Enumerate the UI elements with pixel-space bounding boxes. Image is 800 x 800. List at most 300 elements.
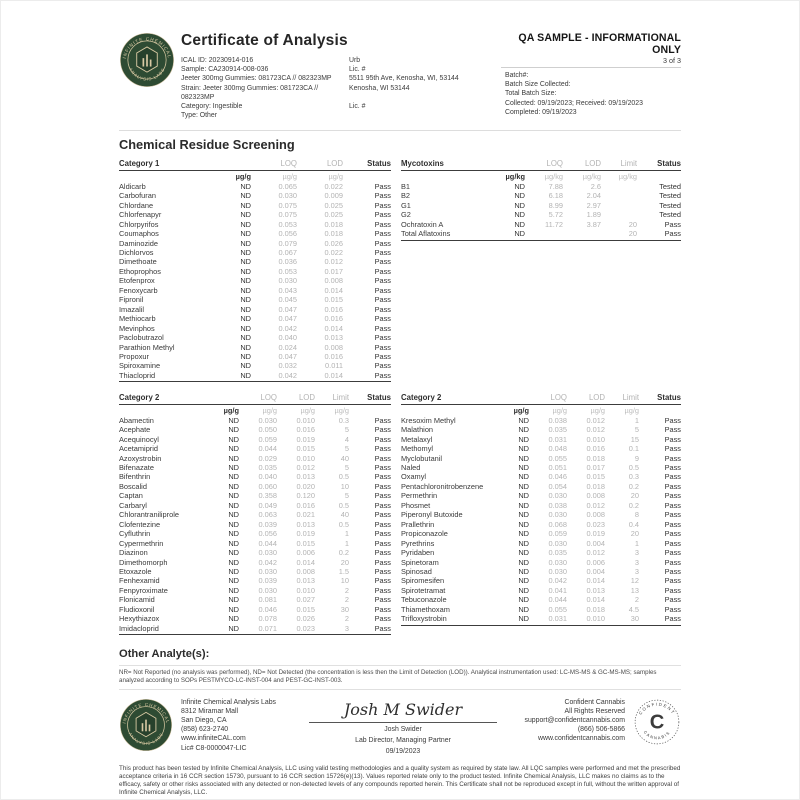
status-value: Pass	[374, 510, 391, 520]
numeric-value: 3	[634, 557, 639, 567]
status-value: Pass	[664, 519, 681, 529]
numeric-value: 0.044	[548, 595, 567, 605]
result-value: ND	[240, 351, 251, 361]
analyte-name: Imazalil	[119, 304, 145, 314]
info-line: (866) 506-5866	[577, 726, 625, 734]
numeric-value: 0.030	[258, 567, 277, 576]
document-footer	[119, 698, 681, 757]
analyte-name: Methiocarb	[119, 314, 156, 324]
numeric-value: 0.060	[258, 481, 277, 491]
numeric-value: 0.011	[325, 361, 343, 371]
unit-label: µg/g	[590, 406, 605, 416]
numeric-value: 20	[630, 529, 639, 539]
unit-spacer	[401, 171, 491, 181]
result-value: ND	[240, 304, 251, 314]
analyte-name: Pyridaben	[401, 548, 435, 558]
numeric-value: 0.027	[296, 595, 315, 605]
status-value: Pass	[664, 529, 681, 539]
numeric-value: 0.010	[586, 434, 605, 444]
status-value: Pass	[374, 595, 391, 605]
numeric-value: 0.1	[628, 444, 639, 454]
status-value: Pass	[664, 538, 681, 548]
unit-spacer	[119, 171, 211, 181]
numeric-value: 0.030	[548, 538, 567, 548]
table-title: Category 2	[119, 393, 209, 405]
unit-label: µg/g	[334, 406, 349, 416]
numeric-value: 0.046	[258, 604, 277, 614]
numeric-value: 0.013	[296, 472, 315, 482]
analyte-name: G1	[401, 200, 411, 210]
result-value: ND	[499, 614, 529, 625]
result-value: ND	[228, 604, 239, 614]
status-value: Pass	[374, 342, 391, 352]
info-line: All Rights Reserved	[564, 707, 625, 715]
analyte-name: Dimethoate	[119, 257, 157, 267]
result-value: ND	[514, 219, 525, 229]
analyte-name: G2	[401, 210, 411, 220]
status-value: Pass	[343, 371, 391, 382]
status-value: Tested	[659, 210, 681, 220]
numeric-value: 0.014	[324, 285, 343, 295]
result-value: ND	[228, 491, 239, 501]
result-value: ND	[228, 585, 239, 595]
numeric-value: 0.042	[251, 371, 297, 382]
result-value: ND	[240, 323, 251, 333]
numeric-value: 0.049	[258, 500, 277, 510]
status-value: Pass	[664, 548, 681, 558]
result-value: ND	[228, 538, 239, 548]
numeric-value: 10	[340, 576, 349, 586]
numeric-value: 1	[634, 538, 639, 548]
numeric-value: 0.075	[278, 200, 297, 210]
numeric-value: 0.040	[278, 333, 297, 343]
numeric-value: 0.013	[296, 576, 315, 586]
numeric-value: 0.019	[296, 529, 315, 539]
numeric-value: 0.039	[258, 576, 277, 586]
ical-logo-text-top: INFINITE CHEMICAL	[121, 36, 173, 60]
status-value: Pass	[664, 219, 681, 229]
numeric-value: 4	[344, 434, 349, 444]
status-value: Pass	[374, 276, 391, 286]
numeric-value: 0.025	[324, 200, 343, 210]
result-value: ND	[228, 463, 239, 473]
result-value: ND	[228, 576, 239, 586]
numeric-value: 1.5	[338, 567, 349, 576]
analyte-name: Phosmet	[401, 500, 431, 510]
numeric-value: 0.016	[324, 351, 343, 361]
numeric-value: 0.019	[586, 529, 605, 539]
info-line: Lic# C8-0000047-LIC	[181, 744, 247, 752]
analyte-name: Acephate	[119, 425, 151, 435]
analyte-name: Ethoprophos	[119, 266, 161, 276]
status-value: Pass	[374, 238, 391, 248]
numeric-value: 5	[634, 425, 639, 435]
numeric-value: 2.04	[586, 191, 601, 201]
numeric-value: 0.018	[324, 229, 343, 239]
unit-label: µg/kg	[544, 172, 563, 182]
info-line: Urb	[349, 57, 361, 64]
info-line: 8312 Miramar Mall	[181, 707, 239, 715]
numeric-value: 0.015	[324, 295, 343, 305]
cc-logo-letter: C	[649, 711, 665, 734]
numeric-value: 0.053	[278, 266, 297, 276]
status-value: Pass	[664, 491, 681, 501]
numeric-value: 0.015	[296, 538, 315, 548]
numeric-value: 0.044	[258, 444, 277, 454]
analyte-name: Spiromesifen	[401, 576, 445, 586]
table-title: Category 1	[119, 159, 211, 171]
column-header: LOD	[277, 393, 315, 405]
status-value: Pass	[374, 229, 391, 239]
status-value: Tested	[659, 200, 681, 210]
info-line: ICAL ID: 20230914-016	[181, 57, 254, 64]
analyte-name: Spinosad	[401, 567, 432, 576]
status-value: Pass	[374, 333, 391, 343]
tables-row-1	[119, 159, 681, 382]
ical-footer-logo-text-top: INFINITE CHEMICAL	[121, 701, 171, 724]
result-value: ND	[228, 434, 239, 444]
result-value: ND	[240, 229, 251, 239]
status-value: Pass	[349, 624, 391, 635]
numeric-value: 0.010	[296, 585, 315, 595]
numeric-value: 0.010	[296, 415, 315, 425]
info-line: Batch#:	[505, 72, 529, 79]
numeric-value: 5	[344, 425, 349, 435]
column-header: LOD	[567, 393, 605, 405]
numeric-value: 0.030	[548, 510, 567, 520]
cc-logo-text-top: CONFIDENT	[637, 701, 677, 716]
analyte-name: B1	[401, 181, 411, 191]
numeric-value: 0.2	[628, 500, 639, 510]
status-value: Pass	[374, 304, 391, 314]
unit-spacer	[349, 405, 391, 415]
unit-label: µg/kg	[582, 172, 601, 182]
numeric-value: 0.022	[324, 181, 343, 191]
column-header: LOD	[563, 159, 601, 171]
unit-label: µg/g	[552, 406, 567, 416]
signature-date: 09/19/2023	[385, 747, 421, 755]
numeric-value: 30	[605, 614, 639, 625]
analyte-name: Bifenthrin	[119, 472, 151, 482]
numeric-value: 11.72	[545, 219, 563, 229]
info-line: Sample: CA230914-008-036	[181, 66, 269, 74]
unit-label: µg/kg	[505, 172, 525, 182]
numeric-value: 0.035	[258, 463, 277, 473]
info-line: Lic. #	[349, 66, 366, 74]
analyte-name: Kresoxim Methyl	[401, 415, 456, 425]
analyte-name: Prallethrin	[401, 519, 435, 529]
numeric-value: 0.5	[338, 519, 349, 529]
numeric-value: 0.016	[586, 444, 605, 454]
numeric-value: 7.88	[548, 181, 563, 191]
numeric-value: 0.056	[258, 529, 277, 539]
numeric-value: 15	[630, 434, 639, 444]
result-value: ND	[518, 453, 529, 463]
numeric-value: 0.056	[278, 229, 297, 239]
info-line: Batch Size Collected:	[505, 81, 571, 89]
result-value: ND	[518, 557, 529, 567]
numeric-value: 0.040	[258, 472, 277, 482]
numeric-value: 0.014	[586, 576, 605, 586]
analyte-name: B2	[401, 191, 411, 201]
result-value: ND	[228, 614, 239, 624]
status-value: Pass	[374, 415, 391, 425]
numeric-value: 0.050	[258, 425, 277, 435]
column-header: Status	[343, 159, 391, 171]
legal-disclaimer: This product has been tested by Infinite Chemical Analysis, LLC using valid testing methodologies and a quality system as required by state law. All LQC samples were performed and met the prescribed acceptance criteria in 16 CCR section 15730, pursuant to 16 CCR section 15726(e)(13). Values reported relate only to the product tested. Infinite Chemical Analysis, LLC makes no claims as to the efficacy, safety or other risks associated with any detected or non-detected levels of any compounds reported herein. This Certificate shall not be reproduced except in full, without the written approval of Infinite Chemical Analysis, LLC.	[119, 764, 681, 797]
numeric-value: 0.015	[586, 472, 605, 482]
numeric-value: 0.081	[258, 595, 277, 605]
status-value: Pass	[374, 529, 391, 539]
header-divider	[119, 130, 681, 131]
result-value: ND	[240, 342, 251, 352]
status-value: Pass	[374, 181, 391, 191]
numeric-value	[601, 210, 637, 219]
numeric-value: 0.004	[586, 567, 605, 576]
analyte-name: Malathion	[401, 425, 434, 435]
numeric-value: 0.035	[548, 548, 567, 558]
result-value: ND	[228, 567, 239, 576]
info-line: Collected: 09/19/2023; Received: 09/19/2023	[505, 99, 643, 107]
result-value: ND	[518, 585, 529, 595]
lab-contact-info	[181, 698, 303, 753]
info-line: www.infiniteCAL.com	[181, 735, 246, 743]
status-value: Pass	[374, 257, 391, 267]
status-value: Pass	[374, 548, 391, 558]
numeric-value: 0.008	[586, 510, 605, 520]
analyte-name: Chlorpyrifos	[119, 219, 159, 229]
numeric-value: 20	[601, 229, 637, 240]
numeric-value: 2	[344, 614, 349, 624]
numeric-value: 0.4	[628, 519, 639, 529]
numeric-value: 0.030	[548, 491, 567, 501]
analyte-name: Hexythiazox	[119, 614, 160, 624]
unit-label: µg/g	[223, 406, 239, 416]
numeric-value: 2	[634, 595, 639, 605]
column-header-spacer	[209, 393, 239, 405]
status-value: Pass	[374, 191, 391, 201]
analyte-name: Clofentezine	[119, 519, 161, 529]
column-header: LOD	[297, 159, 343, 171]
analyte-name: Chlordane	[119, 200, 154, 210]
numeric-value	[525, 229, 563, 240]
analyte-name: Daminozide	[119, 238, 159, 248]
numeric-value: 4.5	[628, 604, 639, 614]
analyte-name: Captan	[119, 491, 143, 501]
analyte-name: Cyfluthrin	[119, 529, 151, 539]
status-value: Pass	[664, 472, 681, 482]
info-line: Lic. #	[349, 103, 366, 111]
column-header: LOQ	[529, 393, 567, 405]
numeric-value: 0.2	[338, 548, 349, 558]
batch-info	[501, 71, 681, 117]
result-value: ND	[518, 510, 529, 520]
result-value: ND	[240, 191, 251, 201]
numeric-value: 0.010	[296, 453, 315, 463]
info-line: Kenosha, WI 53144	[349, 84, 410, 92]
numeric-value: 0.038	[548, 500, 567, 510]
analyte-name: Pentachloronitrobenzene	[401, 481, 484, 491]
result-value: ND	[240, 314, 251, 324]
info-line: 5511 95th Ave, Kenosha, WI, 53144	[349, 75, 459, 83]
result-value: ND	[240, 181, 251, 191]
column-header-spacer	[491, 159, 525, 171]
status-value: Pass	[374, 323, 391, 333]
unit-label: µg/g	[513, 406, 529, 416]
analyte-name: Parathion Methyl	[119, 342, 175, 352]
analyte-name: Coumaphos	[119, 229, 159, 239]
numeric-value: 0.030	[258, 548, 277, 558]
numeric-value: 8	[634, 510, 639, 520]
analyte-name: Metalaxyl	[401, 434, 433, 444]
status-value: Pass	[664, 444, 681, 454]
analyte-name: Bifenazate	[119, 463, 154, 473]
analyte-name: Etoxazole	[119, 567, 152, 576]
unit-label: µg/g	[282, 172, 297, 182]
numeric-value: 0.3	[628, 472, 639, 482]
analyte-name: Boscalid	[119, 481, 147, 491]
numeric-value: 0.031	[529, 614, 567, 625]
unit-label: µg/g	[328, 172, 343, 182]
status-value: Pass	[664, 604, 681, 614]
status-value: Pass	[664, 595, 681, 605]
ical-footer-logo-icon	[119, 698, 173, 757]
result-value: ND	[240, 248, 251, 257]
analyte-name: Fipronil	[119, 295, 144, 305]
result-value: ND	[518, 425, 529, 435]
numeric-value: 0.044	[258, 538, 277, 548]
document-header	[119, 32, 681, 120]
ical-logo-icon	[119, 32, 175, 93]
numeric-value: 0.014	[296, 557, 315, 567]
analyte-name: Propoxur	[119, 351, 149, 361]
numeric-value: 0.3	[338, 415, 349, 425]
numeric-value: 0.014	[586, 595, 605, 605]
info-line: Total Batch Size:	[505, 90, 557, 98]
column-header-spacer	[211, 159, 251, 171]
numeric-value: 1.89	[586, 210, 601, 220]
numeric-value: 6.18	[548, 191, 563, 201]
tables-row-2	[119, 393, 681, 635]
numeric-value: 0.039	[258, 519, 277, 529]
column-header: LOQ	[239, 393, 277, 405]
result-value: ND	[518, 595, 529, 605]
result-value: ND	[518, 519, 529, 529]
category2-left-table	[119, 393, 391, 635]
cc-logo-text-bottom: CANNABIS	[642, 729, 672, 740]
result-value: ND	[518, 481, 529, 491]
numeric-value: 0.065	[278, 181, 297, 191]
numeric-value: 5	[344, 444, 349, 454]
ical-logo-text-bottom: ANALYSIS LABS	[128, 66, 166, 82]
result-value: ND	[228, 510, 239, 520]
result-value: ND	[228, 481, 239, 491]
info-line: www.confidentcannabis.com	[538, 735, 625, 743]
numeric-value: 0.016	[296, 500, 315, 510]
numeric-value: 0.046	[548, 472, 567, 482]
analyte-name: Diazinon	[119, 548, 148, 558]
numeric-value: 0.047	[278, 351, 297, 361]
client-info	[349, 56, 499, 120]
numeric-value: 0.023	[586, 519, 605, 529]
numeric-value: 0.047	[278, 314, 297, 324]
numeric-value: 0.030	[548, 557, 567, 567]
status-value: Pass	[374, 200, 391, 210]
numeric-value: 0.006	[296, 548, 315, 558]
page-number: 3 of 3	[501, 56, 681, 68]
category1-table	[119, 159, 391, 382]
result-value: ND	[518, 548, 529, 558]
status-value: Pass	[374, 557, 391, 567]
numeric-value: 0.013	[324, 333, 343, 343]
status-value: Pass	[374, 453, 391, 463]
numeric-value: 0.022	[324, 248, 343, 257]
status-value: Pass	[664, 585, 681, 595]
analyte-name: Spiroxamine	[119, 361, 161, 371]
numeric-value: 0.063	[258, 510, 277, 520]
numeric-value: 9	[634, 453, 639, 463]
result-value: ND	[518, 463, 529, 473]
numeric-value: 13	[630, 585, 639, 595]
analyte-name: Total Aflatoxins	[401, 229, 491, 240]
numeric-value: 0.010	[567, 614, 605, 625]
unit-label: µg/g	[300, 406, 315, 416]
result-value: ND	[240, 333, 251, 343]
numeric-value: 0.078	[258, 614, 277, 624]
numeric-value: 20	[628, 219, 637, 229]
numeric-value: 0.012	[586, 548, 605, 558]
numeric-value	[601, 191, 637, 200]
result-value: ND	[228, 557, 239, 567]
numeric-value: 40	[340, 510, 349, 520]
status-value: Pass	[374, 481, 391, 491]
header-right	[501, 32, 681, 117]
status-value: Pass	[637, 229, 681, 240]
numeric-value: 0.031	[548, 434, 567, 444]
status-value: Pass	[374, 463, 391, 473]
info-line: (858) 623-2740	[181, 726, 229, 734]
status-value: Pass	[664, 463, 681, 473]
table-title: Category 2	[401, 393, 499, 405]
numeric-value: 0.5	[338, 500, 349, 510]
numeric-value: 5	[344, 491, 349, 501]
status-value: Pass	[664, 510, 681, 520]
table-title: Mycotoxins	[401, 159, 491, 171]
numeric-value: 0.048	[548, 444, 567, 454]
status-value: Pass	[374, 219, 391, 229]
ical-footer-logo-text-bottom: ANALYSIS LABS	[127, 731, 165, 746]
result-value: ND	[228, 595, 239, 605]
analyte-name: Flonicamid	[119, 595, 155, 605]
result-value: ND	[518, 529, 529, 539]
numeric-value: 2.97	[586, 200, 601, 210]
status-value: Pass	[664, 481, 681, 491]
numeric-value: 0.5	[338, 472, 349, 482]
result-value: ND	[240, 266, 251, 276]
numeric-value: 0.015	[296, 604, 315, 614]
analyte-name: Spinetoram	[401, 557, 439, 567]
analyte-name: Tebuconazole	[401, 595, 447, 605]
numeric-value: 0.018	[324, 219, 343, 229]
column-header: LOQ	[251, 159, 297, 171]
status-value: Pass	[374, 361, 391, 371]
result-value: ND	[518, 415, 529, 425]
numeric-value: 0.035	[548, 425, 567, 435]
numeric-value: 0.042	[278, 323, 297, 333]
status-value: Pass	[639, 614, 681, 625]
status-value: Pass	[374, 614, 391, 624]
numeric-value: 0.358	[258, 491, 277, 501]
